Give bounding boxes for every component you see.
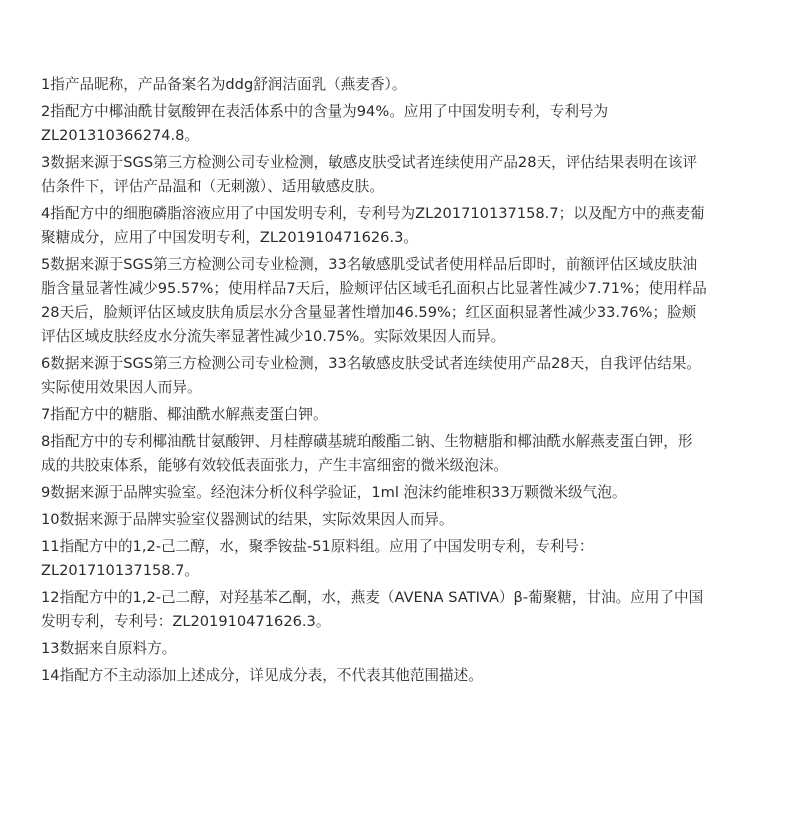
footnote-7 — [41, 403, 753, 427]
footnote-9 — [41, 481, 753, 505]
footnote-6 — [41, 352, 753, 400]
footnote-line: 估条件下，评估产品温和（无刺激）、适用敏感皮肤。 — [41, 178, 384, 195]
footnote-line: 脂含量显著性减少95.57%；使用样品7天后，脸颊评估区域毛孔面积占比显著性减少7.71%；使用样品 — [41, 280, 707, 297]
footnote-line: 10数据来源于品牌实验室仪器测试的结果，实际效果因人而异。 — [41, 511, 454, 528]
footnote-line: 28天后，脸颊评估区域皮肤角质层水分含量显著性增加46.59%；红区面积显著性减少33.76%；脸颊 — [41, 304, 697, 321]
footnote-8 — [41, 430, 753, 478]
footnote-14 — [41, 664, 753, 688]
footnote-13 — [41, 637, 753, 661]
footnote-line: 2指配方中椰油酰甘氨酸钾在表活体系中的含量为94%。应用了中国发明专利，专利号为 — [41, 103, 609, 120]
footnote-line: 8指配方中的专利椰油酰甘氨酸钾、月桂醇磺基琥珀酸酯二钠、生物糖脂和椰油酰水解燕麦蛋白钾，形 — [41, 433, 693, 450]
footnote-10 — [41, 508, 753, 532]
footnote-line: 13数据来自原料方。 — [41, 640, 177, 657]
footnote-line: 成的共胶束体系，能够有效较低表面张力，产生丰富细密的微米级泡沫。 — [41, 457, 509, 474]
footnote-line: 12指配方中的1,2-己二醇，对羟基苯乙酮，水，燕麦（AVENA SATIVA）β-葡聚糖，甘油。应用了中国 — [41, 589, 704, 606]
footnote-line: 评估区域皮肤经皮水分流失率显著性减少10.75%。实际效果因人而异。 — [41, 328, 506, 345]
footnote-line: 1指产品昵称，产品备案名为ddg舒润洁面乳（燕麦香）。 — [41, 76, 407, 93]
footnote-line: 9数据来源于品牌实验室。经泡沫分析仪科学验证，1ml 泡沫约能堆积33万颗微米级气泡。 — [41, 484, 627, 501]
footnote-line: 6数据来源于SGS第三方检测公司专业检测，33名敏感皮肤受试者连续使用产品28天，自我评估结果。 — [41, 355, 702, 372]
footnote-line: 7指配方中的糖脂、椰油酰水解燕麦蛋白钾。 — [41, 406, 328, 423]
footnote-3 — [41, 151, 753, 199]
footnote-1 — [41, 73, 753, 97]
footnote-line: 发明专利，专利号：ZL201910471626.3。 — [41, 613, 331, 630]
footnote-12 — [41, 586, 753, 634]
footnote-line: 5数据来源于SGS第三方检测公司专业检测，33名敏感肌受试者使用样品后即时，前额评估区域皮肤油 — [41, 256, 698, 273]
footnotes-list — [41, 73, 753, 688]
footnote-line: 实际使用效果因人而异。 — [41, 379, 202, 396]
footnote-line: 11指配方中的1,2-己二醇，水，聚季铵盐-51原料组。应用了中国发明专利，专利号： — [41, 538, 594, 555]
footnote-2 — [41, 100, 753, 148]
footnote-line: 4指配方中的细胞磷脂溶液应用了中国发明专利，专利号为ZL201710137158.7；以及配方中的燕麦葡 — [41, 205, 705, 222]
footnote-line: ZL201310366274.8。 — [41, 127, 200, 144]
footnote-11 — [41, 535, 753, 583]
footnote-line: 3数据来源于SGS第三方检测公司专业检测，敏感皮肤受试者连续使用产品28天，评估结果表明在该评 — [41, 154, 698, 171]
footnote-line: 14指配方不主动添加上述成分，详见成分表，不代表其他范围描述。 — [41, 667, 483, 684]
footnote-line: ZL201710137158.7。 — [41, 562, 200, 579]
footnote-5 — [41, 253, 753, 349]
footnote-4 — [41, 202, 753, 250]
footnote-line: 聚糖成分，应用了中国发明专利，ZL201910471626.3。 — [41, 229, 418, 246]
